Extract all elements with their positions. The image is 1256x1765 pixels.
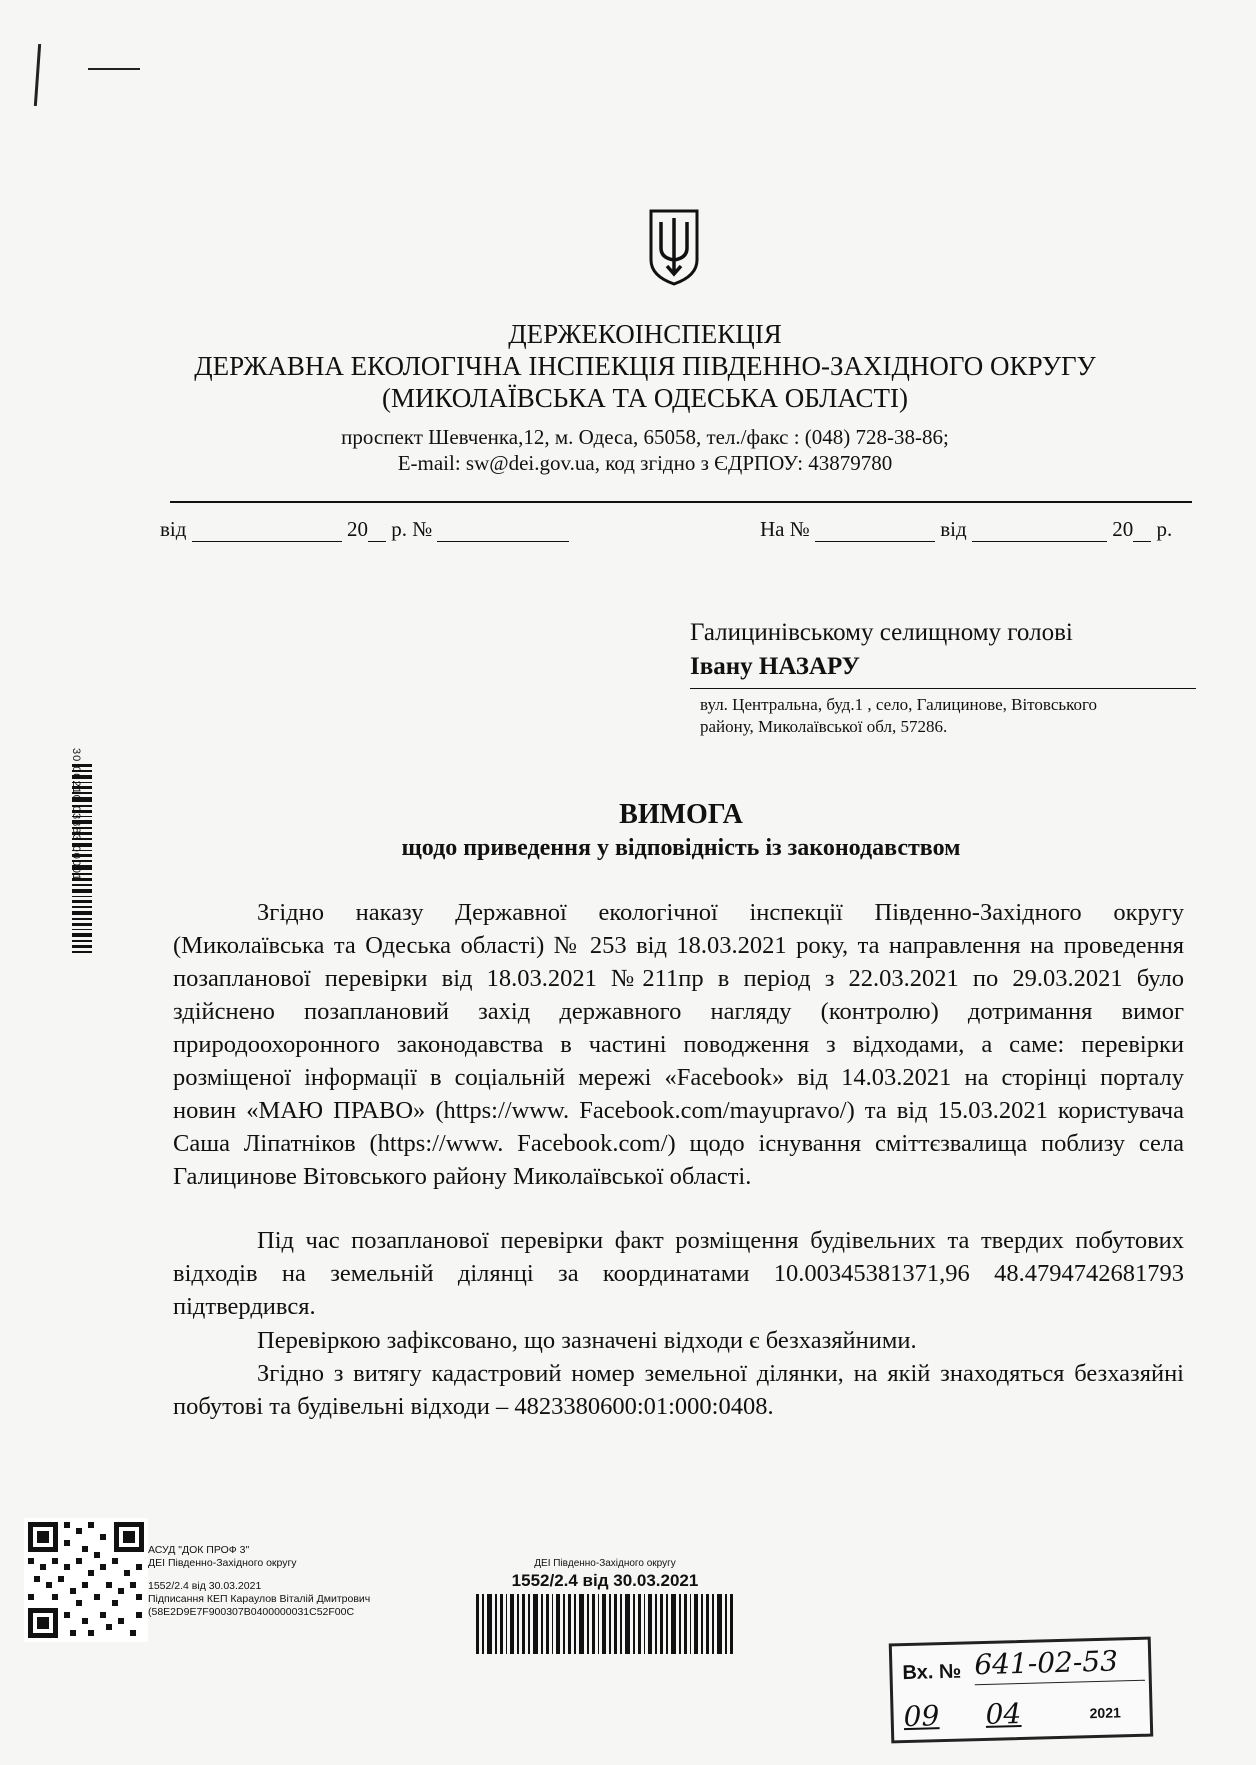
agency-address: проспект Шевченка,12, м. Одеса, 65058, тел./факс : (048) 728-38-86; [341, 425, 949, 449]
footer-reg: 1552/2.4 від 30.03.2021 [148, 1580, 262, 1592]
incoming-stamp-day: 09 [903, 1699, 940, 1734]
recipient-name: Івану НАЗАРУ [690, 653, 861, 680]
stamp-org: ДЕІ Південно-Західного округу [534, 1558, 676, 1569]
margin-mark [36, 44, 146, 114]
body-paragraph-2: Під час позапланової перевірки факт розміщення будівельних та твердих побутових відходів на земельній ділянці за координатами 10.00345381371,96 48.4794742681793 підтвердився. [173, 1227, 1184, 1320]
agency-region: (МИКОЛАЇВСЬКА ТА ОДЕСЬКА ОБЛАСТІ) [381, 383, 909, 413]
coat-of-arms-icon [648, 208, 700, 286]
stamp-barcode [470, 1592, 740, 1660]
incoming-number-blank [815, 521, 935, 542]
footer-system: АСУД "ДОК ПРОФ 3" [148, 1544, 250, 1556]
side-barcode [54, 750, 98, 990]
incoming-stamp-prefix: Вх. № [902, 1660, 962, 1685]
body-paragraph-4: Згідно з витягу кадастровий номер земельної ділянки, на якій знаходяться безхазяйні побутові та будівельні відходи – 4823380600:01:000:0408. [173, 1360, 1184, 1420]
reference-line: від 20 р. № На № від 20 р. [160, 517, 1173, 541]
incoming-stamp-year: 2021 [1089, 1704, 1121, 1722]
footer-cert: (58E2D9E7F900307B0400000031C52F00C [148, 1606, 355, 1618]
footer-signer: Підписання КЕП Караулов Віталій Дмитрович [148, 1593, 371, 1605]
footer-registration [148, 1544, 448, 1619]
incoming-stamp-number: 641-02-53 [973, 1644, 1119, 1682]
footer-org: ДЕІ Південно-Західного округу [148, 1557, 297, 1569]
agency-email: E-mail: sw@dei.gov.ua, код згідно з ЄДРПОУ: 43879780 [397, 451, 893, 475]
agency-short-name: ДЕРЖЕКОІНСПЕКЦІЯ [508, 319, 782, 349]
stamp-reg: 1552/2.4 від 30.03.2021 [511, 1571, 699, 1590]
document-title: ВИМОГА [619, 799, 743, 830]
incoming-date-blank [972, 521, 1107, 542]
recipient-title: Галицинівському селищному голові [690, 619, 1073, 646]
body-paragraph-3: Перевіркою зафіксовано, що зазначені відходи є безхазяйними. [257, 1327, 917, 1354]
recipient-address-2: району, Миколаївської обл, 57286. [700, 717, 948, 736]
side-barcode-text: 30 00210 03883 00001 [70, 748, 82, 882]
incoming-stamp-month: 04 [985, 1697, 1022, 1731]
agency-full-name: ДЕРЖАВНА ЕКОЛОГІЧНА ІНСПЕКЦІЯ ПІВДЕННО-ЗАХІДНОГО ОКРУГУ [194, 351, 1096, 381]
date-blank [192, 521, 342, 542]
recipient-block [690, 616, 1196, 738]
number-blank [437, 521, 569, 542]
recipient-address-1: вул. Центральна, буд.1 , село, Галицинове, Вітовського [700, 695, 1098, 714]
document-subtitle: щодо приведення у відповідність із законодавством [401, 835, 961, 861]
incoming-stamp [889, 1637, 1154, 1744]
qr-code [24, 1518, 148, 1642]
body-paragraph-1: Згідно наказу Державної екологічної інспекції Південно-Західного округу (Миколаївська та Одеська області) № 253 від 18.03.2021 року, та направлення на проведення позапланової перевірки від 18.03.2021 №211пр в період з 22.03.2021 по 29.03.2021 було здійснено позаплановий захід державного нагляду (контролю) дотримання вимог природоохоронного законодавства в частині поводження з відходами, а саме: перевірки розміщеної інформації в соціальній мережі «Facebook» від 14.03.2021 на сторінці порталу новин «МАЮ ПРАВО» (https://www. Facebook.com/mayupravo/) та від 15.03.2021 користувача Саша Ліпатніков (https://www. Facebook.com/) щодо існування сміттєзвалища поблизу села Галицинове Вітовського району Миколаївської області. [173, 899, 1184, 1190]
header-rule [170, 501, 1192, 503]
registration-stamp [470, 1558, 740, 1660]
